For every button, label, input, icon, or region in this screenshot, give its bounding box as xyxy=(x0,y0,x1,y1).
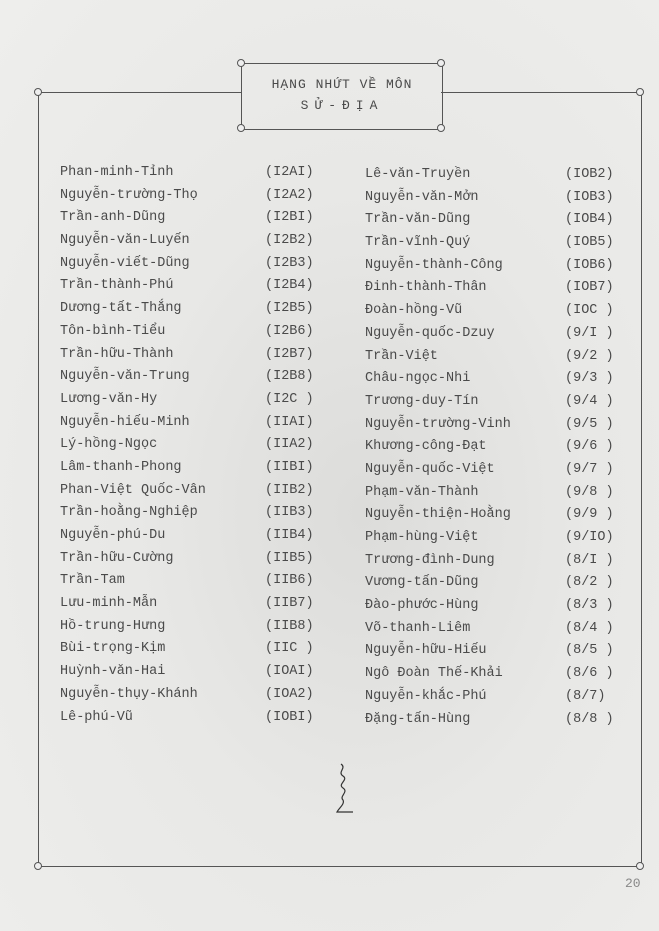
student-name: Phạm-văn-Thành xyxy=(365,484,479,500)
student-name: Ngô Đoàn Thế-Khải xyxy=(365,666,503,682)
ranking-row xyxy=(365,460,614,483)
ranking-row xyxy=(365,233,614,256)
class-code: (IIB7) xyxy=(265,596,314,612)
student-name: Trần-thành-Phú xyxy=(60,278,174,294)
left-ranking-column xyxy=(60,163,314,730)
class-code: (IOBI) xyxy=(265,709,314,725)
ranking-row xyxy=(365,369,614,392)
ranking-row xyxy=(60,458,314,481)
ranking-row xyxy=(60,186,314,209)
student-name: Lâm-thanh-Phong xyxy=(60,459,182,475)
class-code: (8/4 ) xyxy=(565,620,614,636)
student-name: Trần-hữu-Cường xyxy=(60,550,174,566)
class-code: (IOB5) xyxy=(565,235,614,251)
class-code: (IIC ) xyxy=(265,641,314,657)
class-code: (9/5 ) xyxy=(565,416,614,432)
ranking-row xyxy=(60,322,314,345)
student-name: Lê-phú-Vũ xyxy=(60,709,133,725)
class-code: (IIB8) xyxy=(265,618,314,634)
ranking-row xyxy=(365,528,614,551)
class-code: (9/3 ) xyxy=(565,371,614,387)
student-name: Tôn-bình-Tiểu xyxy=(60,323,166,339)
ranking-row xyxy=(365,165,614,188)
title-corner-circle xyxy=(437,124,445,132)
student-name: Trần-hoằng-Nghiệp xyxy=(60,505,198,521)
student-name: Lưu-minh-Mẫn xyxy=(60,596,158,612)
ranking-row xyxy=(365,278,614,301)
student-name: Lê-văn-Truyền xyxy=(365,167,471,182)
student-name: Trần-Việt xyxy=(365,348,438,364)
ranking-row xyxy=(60,571,314,594)
student-name: Châu-ngọc-Nhi xyxy=(365,371,471,387)
ranking-row xyxy=(365,551,614,574)
class-code: (IOB6) xyxy=(565,257,614,273)
class-code: (IIB4) xyxy=(265,528,314,543)
student-name: Nguyễn-viết-Dũng xyxy=(60,255,190,271)
student-name: Nguyễn-văn-Trung xyxy=(60,369,190,385)
student-name: Nguyễn-thành-Công xyxy=(365,257,503,273)
class-code: (I2B5) xyxy=(265,301,314,317)
ranking-row xyxy=(60,639,314,662)
corner-circle xyxy=(34,88,42,96)
student-name: Đào-phước-Hùng xyxy=(365,598,479,614)
student-name: Trần-vĩnh-Quý xyxy=(365,235,471,251)
class-code: (9/2 ) xyxy=(565,348,614,364)
class-code: (8/3 ) xyxy=(565,598,614,614)
class-code: (I2C ) xyxy=(265,391,314,407)
class-code: (I2B3) xyxy=(265,255,314,271)
ranking-row xyxy=(365,437,614,460)
ranking-row xyxy=(365,619,614,642)
student-name: Nguyễn-trường-Thọ xyxy=(60,187,198,203)
ranking-row xyxy=(60,617,314,640)
ranking-row xyxy=(365,483,614,506)
student-name: Bùi-trọng-Kịm xyxy=(60,641,166,657)
ranking-row xyxy=(60,345,314,368)
ranking-row xyxy=(365,596,614,619)
right-ranking-column xyxy=(365,165,614,732)
class-code: (8/7) xyxy=(565,688,606,704)
class-code: (IIB6) xyxy=(265,573,314,589)
ranking-row xyxy=(60,413,314,436)
class-code: (I2B7) xyxy=(265,346,314,362)
class-code: (IIAI) xyxy=(265,414,314,430)
class-code: (I2B6) xyxy=(265,323,314,339)
student-name: Hồ-trung-Hưng xyxy=(60,618,166,634)
ranking-row xyxy=(60,254,314,277)
ranking-row xyxy=(60,503,314,526)
ranking-row xyxy=(365,256,614,279)
ranking-row xyxy=(60,662,314,685)
class-code: (IIB2) xyxy=(265,482,314,498)
class-code: (IOB7) xyxy=(565,280,614,296)
corner-circle xyxy=(34,862,42,870)
ranking-row xyxy=(60,299,314,322)
ranking-row xyxy=(365,573,614,596)
frame-top-left-line xyxy=(38,92,241,93)
ranking-row xyxy=(365,324,614,347)
student-name: Trương-duy-Tín xyxy=(365,393,479,409)
ranking-row xyxy=(365,210,614,233)
ranking-row xyxy=(365,392,614,415)
page-number: 20 xyxy=(625,876,641,891)
student-name: Nguyễn-phú-Du xyxy=(60,528,166,543)
class-code: (IOA2) xyxy=(265,686,314,702)
ranking-row xyxy=(60,685,314,708)
class-code: (8/I ) xyxy=(565,552,614,568)
class-code: (8/2 ) xyxy=(565,575,614,591)
class-code: (IIB3) xyxy=(265,505,314,521)
corner-circle xyxy=(636,88,644,96)
ranking-row xyxy=(60,367,314,390)
student-name: Trần-Tam xyxy=(60,573,125,589)
ranking-row xyxy=(60,163,314,186)
student-name: Đặng-tấn-Hùng xyxy=(365,711,471,727)
class-code: (9/IO) xyxy=(565,530,614,545)
student-name: Trần-anh-Dũng xyxy=(60,210,166,226)
corner-circle xyxy=(636,862,644,870)
ranking-row xyxy=(365,710,614,733)
title-line-2: SỬ-ĐỊA xyxy=(300,98,384,113)
student-name: Đinh-thành-Thân xyxy=(365,280,487,296)
class-code: (8/5 ) xyxy=(565,643,614,659)
class-code: (IIB5) xyxy=(265,550,314,566)
ranking-row xyxy=(365,415,614,438)
student-name: Khương-công-Đạt xyxy=(365,439,487,455)
student-name: Trần-hữu-Thành xyxy=(60,346,174,362)
student-name: Phan-minh-Tỉnh xyxy=(60,165,174,180)
class-code: (I2B4) xyxy=(265,278,314,294)
title-corner-circle xyxy=(237,124,245,132)
ranking-row xyxy=(60,276,314,299)
student-name: Lý-hồng-Ngọc xyxy=(60,437,158,453)
class-code: (IIA2) xyxy=(265,437,314,453)
ranking-row xyxy=(365,301,614,324)
student-name: Trương-đình-Dung xyxy=(365,552,495,568)
class-code: (9/8 ) xyxy=(565,484,614,500)
student-name: Huỳnh-văn-Hai xyxy=(60,664,166,680)
class-code: (IOC ) xyxy=(565,303,614,319)
ranking-row xyxy=(60,594,314,617)
title-corner-circle xyxy=(237,59,245,67)
class-code: (I2AI) xyxy=(265,165,314,180)
student-name: Phạm-hùng-Việt xyxy=(365,530,479,545)
student-name: Nguyễn-hiếu-Minh xyxy=(60,414,190,430)
class-code: (I2A2) xyxy=(265,187,314,203)
ranking-row xyxy=(365,687,614,710)
student-name: Dương-tất-Thắng xyxy=(60,301,182,317)
class-code: (9/4 ) xyxy=(565,393,614,409)
class-code: (9/6 ) xyxy=(565,439,614,455)
student-name: Nguyễn-văn-Mởn xyxy=(365,189,479,205)
student-name: Lương-văn-Hy xyxy=(60,391,158,407)
student-name: Vương-tấn-Dũng xyxy=(365,575,479,591)
ranking-row xyxy=(60,208,314,231)
ranking-row xyxy=(60,481,314,504)
class-code: (IOAI) xyxy=(265,664,314,680)
student-name: Nguyễn-văn-Luyến xyxy=(60,233,190,249)
student-name: Nguyễn-thiện-Hoằng xyxy=(365,507,511,523)
student-name: Nguyễn-quốc-Việt xyxy=(365,461,495,477)
student-name: Nguyễn-quốc-Dzuy xyxy=(365,325,495,341)
title-corner-circle xyxy=(437,59,445,67)
ranking-row xyxy=(60,526,314,549)
ranking-row xyxy=(365,347,614,370)
ranking-row xyxy=(60,708,314,731)
student-name: Nguyễn-hữu-Hiếu xyxy=(365,643,487,659)
class-code: (I2B2) xyxy=(265,233,314,249)
class-code: (8/8 ) xyxy=(565,711,614,727)
ranking-row xyxy=(365,505,614,528)
class-code: (9/7 ) xyxy=(565,461,614,477)
class-code: (I2BI) xyxy=(265,210,314,226)
title-box xyxy=(241,63,443,130)
class-code: (I2B8) xyxy=(265,369,314,385)
title-line-1: HẠNG NHỨT VỀ MÔN xyxy=(271,77,413,92)
frame-top-right-line xyxy=(441,92,640,93)
student-name: Nguyễn-khắc-Phú xyxy=(365,688,487,704)
ranking-row xyxy=(365,188,614,211)
class-code: (9/I ) xyxy=(565,325,614,341)
ranking-row xyxy=(60,549,314,572)
ranking-row xyxy=(365,664,614,687)
ranking-row xyxy=(60,231,314,254)
student-name: Trần-văn-Dũng xyxy=(365,212,471,228)
class-code: (8/6 ) xyxy=(565,666,614,682)
class-code: (IOB2) xyxy=(565,167,614,182)
student-name: Nguyễn-thụy-Khánh xyxy=(60,686,198,702)
handwritten-signature xyxy=(335,762,359,814)
class-code: (9/9 ) xyxy=(565,507,614,523)
class-code: (IIBI) xyxy=(265,459,314,475)
student-name: Võ-thanh-Liêm xyxy=(365,620,471,636)
ranking-row xyxy=(60,390,314,413)
student-name: Nguyễn-trường-Vinh xyxy=(365,416,511,432)
class-code: (IOB4) xyxy=(565,212,614,228)
ranking-row xyxy=(60,435,314,458)
ranking-row xyxy=(365,641,614,664)
class-code: (IOB3) xyxy=(565,189,614,205)
student-name: Đoàn-hồng-Vũ xyxy=(365,303,463,319)
student-name: Phan-Việt Quốc-Vân xyxy=(60,482,206,498)
